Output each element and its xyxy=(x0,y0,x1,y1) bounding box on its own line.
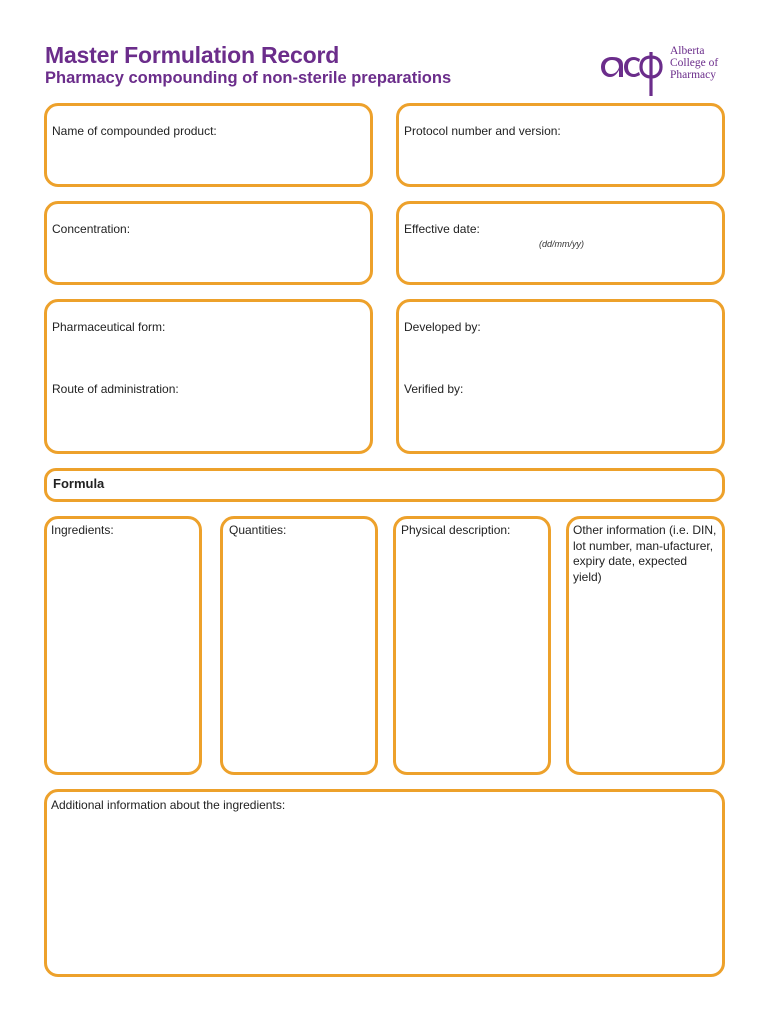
other-information-box[interactable] xyxy=(566,516,725,775)
quantities-box[interactable] xyxy=(220,516,378,775)
logo-line: Pharmacy xyxy=(670,69,716,81)
formula-heading: Formula xyxy=(53,476,105,491)
logo-line: College of xyxy=(670,57,719,69)
additional-information-box[interactable] xyxy=(44,789,725,977)
formula-header-box xyxy=(44,468,725,502)
product-name-label: Name of compounded product: xyxy=(52,124,217,138)
route-label: Route of administration: xyxy=(52,382,179,396)
physical-description-box[interactable] xyxy=(393,516,551,775)
acp-logo xyxy=(598,42,728,98)
pharmaceutical-form-label: Pharmaceutical form: xyxy=(52,320,166,334)
ingredients-box[interactable] xyxy=(44,516,202,775)
protocol-box[interactable] xyxy=(396,103,725,187)
acp-logo-text xyxy=(670,45,718,81)
developed-verified-box[interactable] xyxy=(396,299,725,454)
concentration-box[interactable] xyxy=(44,201,373,285)
effective-date-box[interactable] xyxy=(396,201,725,285)
verified-by-label: Verified by: xyxy=(404,382,464,396)
ingredients-label: Ingredients: xyxy=(51,523,114,537)
page-title: Master Formulation Record xyxy=(45,42,340,68)
effective-date-label: Effective date: xyxy=(404,222,480,236)
date-format-hint: (dd/mm/yy) xyxy=(539,239,584,249)
concentration-label: Concentration: xyxy=(52,222,131,236)
page-subtitle: Pharmacy compounding of non-sterile preparations xyxy=(45,69,452,87)
protocol-label: Protocol number and version: xyxy=(404,124,561,138)
developed-by-label: Developed by: xyxy=(404,320,481,334)
quantities-label: Quantities: xyxy=(229,523,287,537)
form-route-box[interactable] xyxy=(44,299,373,454)
other-information-label: Other information (i.e. DIN, lot number, man-ufacturer, expiry date, expected yield) xyxy=(573,523,717,584)
logo-line: Alberta xyxy=(670,45,705,57)
acp-logo-mark-icon xyxy=(598,42,668,98)
additional-information-label: Additional information about the ingredients: xyxy=(51,798,286,812)
physical-description-label: Physical description: xyxy=(401,523,511,537)
product-name-box[interactable] xyxy=(44,103,373,187)
